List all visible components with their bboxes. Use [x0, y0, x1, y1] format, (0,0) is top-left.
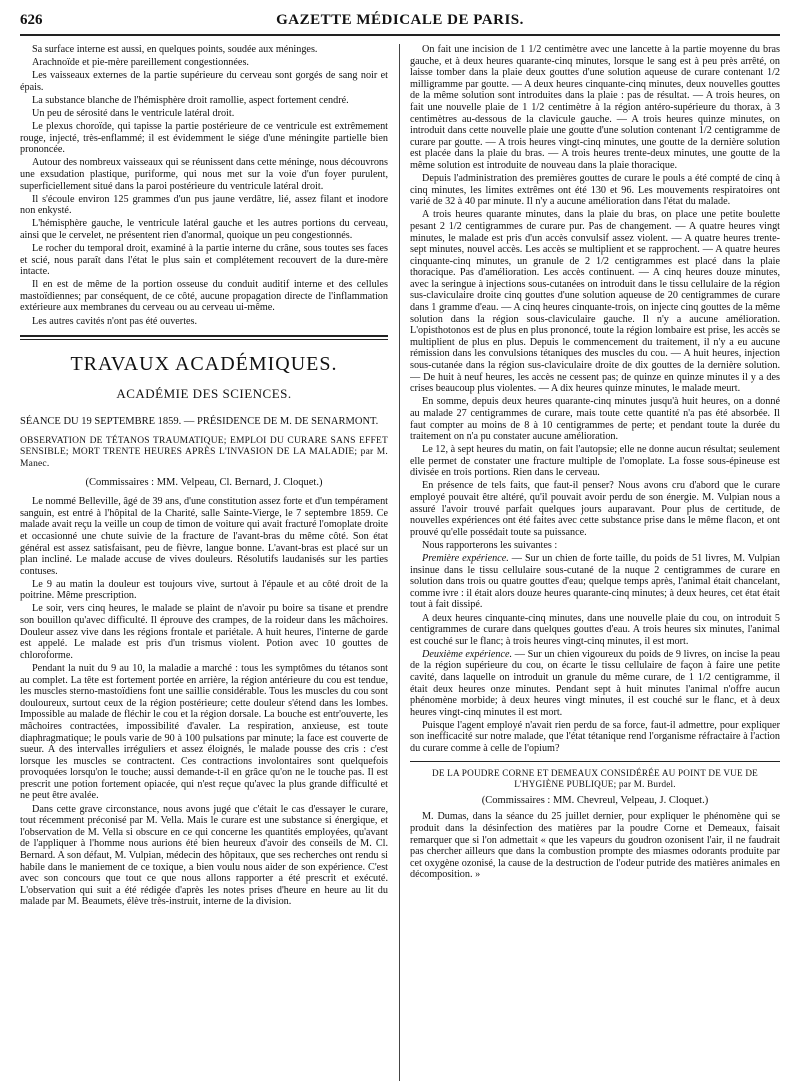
paragraph: Pendant la nuit du 9 au 10, la maladie a marché : tous les symptômes du tétanos sont au complet. La tête est fortement portée en arrière, la région antérieure du cou est tendue, les muscles sterno-mastoïdiens font une saillie considérable. Tous les muscles du cou sont douloureux, surtout ceux de la région postérieure; cette douleur s'étend dans les lombes. Impossible au malade de fléchir le cou et la région dorsale. La bouche est entr'ouverte, les mâchoires contractées, impossibilité d'avaler. La respiration, anxieuse, est toute diaphragmatique; le pouls varie de 90 à 100 pulsations par minute; la face est couverte de sueur. A des intervalles irréguliers et assez éloignés, le malade pousse des cris : c'est lorsque les muscles se contractent. Ces contractions involontaires sont quelquefois provoquées lorsqu'on le touche; aussi demande-t-il en grâce qu'on ne le touche pas. Il est prescrit une potion fortement opiacée, qui n'est reçue qu'avec la plus grande difficulté et ne peut être avalée.: [20, 662, 388, 802]
paragraph: Le soir, vers cinq heures, le malade se plaint de n'avoir pu boire sa tisane et prendre son bouillon qu'avec difficulté. Il éprouve des crampes, de la roideur dans les mâchoires. Douleur assez vive dans les régions frontale et pariétale. A huit heures, l'interne de garde est appelé. Le malade est pris d'un trismus violent. Potion avec 10 gouttes de chloroforme.: [20, 603, 388, 661]
paragraph: Le nommé Belleville, âgé de 39 ans, d'une constitution assez forte et d'un tempérament sanguin, est entré à l'hôpital de la Charité, salle Sainte-Vierge, le 7 septembre 1859. Ce malade avait reçu la veille un coup de timon de voiture qui avait fracturé l'omoplate droite et occasionné une chute suivie de la fracture de l'avant-bras du même côté. Son état général est assez satisfaisant, peu de fièvre, langue bonne. L'avant-bras est placé sur un plan incliné. Le malade accuse de vives douleurs. Résolutifs laudanisés sur les parties contuses.: [20, 496, 388, 577]
paragraph: M. Dumas, dans la séance du 25 juillet dernier, pour expliquer le phénomène qui se produit dans la désinfection des matières par la poudre Corne et Demeaux, faisait remarquer que si l'on admettait « que les vapeurs du goudron ozonisent l'air, il ne faudrait pas chercher ailleurs que dans la combustion prompte des miasmes odorants produite par cet oxygène ozonisé, la cause de la destruction de l'odeur putride des matières animales en décomposition. »: [410, 811, 780, 881]
paragraph: A trois heures quarante minutes, dans la plaie du bras, on place une petite boulette pesant 2 1/2 centigrammes de curare pur. Pas de changement. — A quatre heures vingt minutes, le malade est pris d'un accès convulsif assez violent. — A quatre heures trente-sept minutes, nouvel accès. Les accès se multiplient et se rapprochent. — A quatre heures cinquante-cinq minutes, un granule de 2 1/2 centigrammes est placé dans la plaie thoracique. Pas d'amélioration. Les accès continuent. — A cinq heures douze minutes, avec la seringue à injections sous-cutanées on introduit dans le tissu cellulaire de la région sus-claviculaire droite cinq gouttes d'une solution aqueuse de 20 centigrammes de curare dans 1 gramme d'eau. — A cinq heures cinquante-trois, on injecte cinq gouttes de la même solution dans la région sous-claviculaire gauche. Il n'y a aucune amélioration. L'opisthotonos est de plus en plus prononcé, toute la région lombaire est prise, les accès se multiplient de plus en plus. Depuis le commencement du traitement, il n'y a eu aucune rémission dans les convulsions tétaniques des muscles du cou. — A huit heures, injection sous-cutanée dans la région sus-claviculaire droite de dix gouttes de la dernière solution. — De huit à neuf heures, les accès ne cessent pas; de quinze en quinze minutes il y a des crises beaucoup plus violentes. — A dix heures quinze minutes, le malade meurt.: [410, 209, 780, 395]
observation-title: [20, 436, 388, 471]
article-divider: [410, 761, 780, 762]
paragraph: Arachnoïde et pie-mère pareillement congestionnées.: [32, 57, 249, 69]
article2-author: par M. Burdel.: [618, 779, 676, 790]
case-report: [20, 496, 388, 908]
paragraph: Nous rapporterons les suivantes :: [422, 539, 558, 551]
experiment-one: [410, 553, 780, 611]
paragraph: En somme, depuis deux heures quarante-cinq minutes jusqu'à huit heures, on a donné au malade 27 centigrammes de curare, mais toute cette quantité n'a pas été absorbée. Il faut compter au moins de 8 à 10 centigrammes de perte; et pendant toute la durée du traitement on n'a pu constater aucune amélioration.: [410, 396, 780, 443]
paragraph: Sa surface interne est aussi, en quelques points, soudée aux méninges.: [32, 44, 318, 55]
section-divider: [20, 335, 388, 340]
experiment-two: [410, 649, 780, 719]
paragraph: La substance blanche de l'hémisphère droit ramollie, aspect fortement cendré.: [32, 94, 349, 106]
experiment-two-label: Deuxième expérience.: [422, 648, 513, 660]
observation-author: par M. Manec.: [20, 447, 388, 469]
experiment-two-text: — Sur un chien vigoureux du poids de 9 livres, on incise la peau de la région supérieure du cou, on écarte le tissu cellulaire de façon à faire une petite cavité, dans laquelle on introduit un granule du même curare, de 1 1/2 centigramme, il était deux heures onze minutes. Pendant sept à huit minutes l'animal n'offre aucun phénomène morbide; à deux heures vingt minutes, il est couché sur le flanc, et à deux heures vingt-cinq minutes il est mort.: [410, 648, 780, 718]
experiment-one-text: — Sur un chien de forte taille, du poids de 51 livres, M. Vulpian insinue dans le tissu cellulaire sous-cutané de la nuque 2 centigrammes de curare en solution dans trois ou quatre gouttes d'eau; quelque temps après, l'animal était chancelant, comme ivre : il était alors douze heures quarante-cinq minutes; à deux heures, cet état était tout à fait dissipé.: [410, 553, 780, 611]
seance-line: SÉANCE DU 19 SEPTEMBRE 1859. — PRÉSIDENCE DE M. DE SENARMONT.: [20, 416, 379, 428]
paragraph: Il en est de même de la portion osseuse du conduit auditif interne et des cellules mastoïdiennes; par conséquent, de ce côté, aucune propagation directe de l'inflammation extérieure aux membranes du cerveau ou au cerveau ui-même.: [20, 279, 388, 314]
paragraph: Depuis l'administration des premières gouttes de curare le pouls a été compté de cinq à cinq minutes, les limites extrêmes ont été 130 et 96. Les mouvements respiratoires ont varié de 32 à 40 par minute. Il n'y a aucune amélioration dans l'état du malade.: [410, 173, 780, 208]
experiment-one-label: Première expérience.: [422, 553, 509, 565]
paragraph: L'hémisphère gauche, le ventricule latéral gauche et les autres portions du cerveau, ainsi que le cervelet, ne présentent rien d'anormal, quoique un peu congestionnés.: [20, 218, 388, 241]
paragraph: Le plexus choroïde, qui tapisse la partie postérieure de ce ventricule est extrêmement rouge, injecté, très-enflammé; il est évidemment le siége d'une méningite partielle bien prononcée.: [20, 121, 388, 156]
commissaires-line: (Commissaires : MM. Velpeau, Cl. Bernard, J. Cloquet.): [85, 476, 323, 488]
paragraph: Le 12, à sept heures du matin, on fait l'autopsie; elle ne donne aucun résultat; seulement elle permet de constater une fracture multiple de l'omoplate. La fosse sous-épineuse est divisée en trois portions. Rien dans le cerveau.: [410, 444, 780, 479]
autopsy-section: [20, 44, 388, 327]
paragraph: Autour des nombreux vaisseaux qui se réunissent dans cette méninge, nous découvrons une exsudation plastique, puriforme, qui nous met sur la voie d'un foyer purulent, superficiellement situé dans la paroi postérieure du ventricule latéral droit.: [20, 157, 388, 192]
article2-commissaires: (Commissaires : MM. Chevreul, Velpeau, J. Cloquet.): [481, 794, 709, 806]
paragraph: Le rocher du temporal droit, examiné à la partie interne du crâne, sous toutes ses faces et scié, nous paraît dans l'état le plus sain et complétement recouvert de la dure-mère intacte.: [20, 243, 388, 278]
paragraph: On fait une incision de 1 1/2 centimètre avec une lancette à la partie moyenne du bras gauche, et à deux heures quarante-cinq minutes, lorsque le sang est à peu près arrêté, on laisse tomber dans la plaie deux gouttes d'une solution aqueuse de curare contenant 1/2 milligramme par goutte. — A deux heures cinquante-cinq minutes, deux nouvelles gouttes de la même solution sont introduites dans la plaie : pas de résultat. — A trois heures, on fait une nouvelle plaie de 1 1/2 centimètre à la région antéro-supérieure du thorax, à 3 centimètres au-dessous de la clavicule gauche. — A trois heures quinze minutes, on introduit dans cette nouvelle plaie une goutte d'une solution contenant 1/2 centigramme de curare par goutte. — A trois heures vingt-cinq minutes, une goutte de la dernière solution est placée dans la plaie du bras. — A trois heures trente-deux minutes, une goutte de la même solution est introduite de nouveau dans la plaie thoracique.: [410, 44, 780, 171]
paragraph: Puisque l'agent employé n'avait rien perdu de sa force, faut-il admettre, pour expliquer son inefficacité sur notre malade, que l'état tétanique rend l'organisme réfractaire à l'action du curare comme à celle de l'opium?: [410, 719, 780, 755]
paragraph: Les vaisseaux externes de la partie supérieure du cerveau sont gorgés de sang noir et épais.: [20, 70, 388, 93]
paragraph: A deux heures cinquante-cinq minutes, dans une nouvelle plaie du cou, on introduit 5 centigrammes de curare dans quelques gouttes d'eau. A trois heures six minutes, l'animal est couché sur le flanc; à trois heures vingt-cinq minutes, il est mort.: [410, 612, 780, 647]
right-column: [410, 44, 780, 1081]
article2-title: [410, 768, 780, 791]
paragraph: En présence de tels faits, que faut-il penser? Nous avons cru d'abord que le curare employé pouvait être altéré, qu'il pouvait avoir perdu de son énergie. M. Vulpian nous a assuré l'avoir trouvé parfait quelques jours auparavant. Pour plus de certitude, de nouvelles expériences ont été faites avec cette substance prise dans le même flacon, et ont prouvé qu'elle possédait toute sa puissance.: [410, 480, 780, 538]
column-divider: [399, 44, 400, 1081]
subsection-title: ACADÉMIE DES SCIENCES.: [116, 386, 292, 402]
left-column: [20, 44, 388, 1081]
paragraph: Il s'écoule environ 125 grammes d'un pus jaune verdâtre, lié, assez filant et inodore non enkysté.: [20, 193, 388, 217]
observation-title-text: OBSERVATION DE TÉTANOS TRAUMATIQUE; EMPLOI DU CURARE SANS EFFET SENSIBLE; MORT TRENTE HEURES APRÈS L'INVASION DE LA MALADIE;: [20, 435, 388, 458]
page-number: 626: [20, 12, 43, 28]
page-header: [20, 10, 780, 36]
paragraph: Un peu de sérosité dans le ventricule latéral droit.: [32, 107, 235, 119]
section-title: TRAVAUX ACADÉMIQUES.: [70, 353, 338, 376]
paragraph: Les autres cavités n'ont pas été ouvertes.: [32, 315, 198, 327]
paragraph: Le 9 au matin la douleur est toujours vive, surtout à l'épaule et au côté droit de la poitrine. Même prescription.: [20, 578, 388, 602]
paragraph: Dans cette grave circonstance, nous avons jugé que c'était le cas d'essayer le curare, tout récemment préconisé par M. Vella. Mais le curare est une substance si énergique, et l'observation de M. Vella si obscure en ce qui concerne les quantités employées, qu'avant de l'appliquer à l'homme nous aurions été bien heureux d'avoir des conseils de M. Cl. Bernard. A son défaut, M. Vulpian, médecin des hôpitaux, que ses recherches ont rendu si habile dans le maniement de ce toxique, a bien voulu nous aider de son expérience. C'est avec son concours que tout ce que nous allons rapporter a été prescrit et exécuté. L'observation qui suit a été rédigée d'après les notes prises d'heure en heure au lit du malade par M. Beaumets, élève très-instruit, interne de la division.: [20, 803, 388, 908]
article2-title-text: DE LA POUDRE CORNE ET DEMEAUX CONSIDÉRÉE AU POINT DE VUE DE L'HYGIÈNE PUBLIQUE;: [432, 767, 758, 790]
journal-title: GAZETTE MÉDICALE DE PARIS.: [276, 12, 524, 28]
